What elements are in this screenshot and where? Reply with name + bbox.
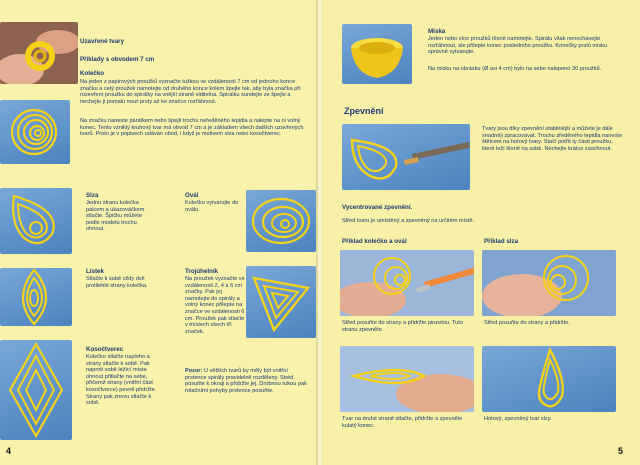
zpevneni-title: Zpevnění <box>344 106 384 116</box>
listek-title: Lístek <box>86 268 104 275</box>
trojuhelnik-title: Trojúhelník <box>185 268 219 275</box>
kolecko-title: Kolečko <box>80 70 105 77</box>
slza-title: Slza <box>86 192 99 199</box>
photo-priklad-slza <box>482 250 616 316</box>
caption-bottom-left: Tvar na druhé straně stlačte, přidržte a zpevněte kulatý konec. <box>342 416 463 429</box>
kolecko-text: Na jeden z papírových proužků vyznačte tužkou ve vzdálenosti 7 cm od jednoho konce značku a celý proužek namotejte od druhého konce kolem špejle tak, aby byla značka při rozevření proužku do spirálky na vnější straně viditelná. Spirálku sundejte ze špejle a nechejte ji pomalu mezi prsty až ke značce rozťáhnout. <box>80 79 301 105</box>
oval-title: Ovál <box>185 192 199 199</box>
subsection-heading: Příklady s obvodem 7 cm <box>80 56 155 63</box>
photo-zpevneni <box>342 124 470 190</box>
page-number-left: 4 <box>6 446 12 456</box>
section-heading: Uzavřené tvary <box>80 38 125 45</box>
photo-kosoctverec <box>0 340 72 440</box>
photo-priklad-kolecko <box>340 250 474 316</box>
priklad-slza-title: Příklad slza <box>484 238 519 245</box>
priklad-kolecko-title: Příklad kolečko a ovál <box>342 238 407 245</box>
left-page <box>0 0 318 465</box>
listek-text: Stlačte k sobě vždy dvě protilehlé strany kolečka. <box>86 276 148 289</box>
right-page <box>322 0 640 465</box>
vycentrovane-text: Střed tvaru je umístěný a zpevněný na určitém místě. <box>342 218 475 224</box>
pozor-text: U větších tvarů by měly být vnitřní prstence spirály pravidelně rozděleny. Stréd posuňte k okraji a přidržte jej. Drobnou rukou pak rotačními pohyby prstence posuňte. <box>185 368 307 394</box>
trojuhelnik-text: Na proužek vyznačte ve vzdálenosti 2, 4 a 6 cm značky. Pak jej namotejte do spirály a volný konec přilepte na značce ve vzdálenosti 6 cm. Proužek pak stlačte v místech všech tří značek. <box>185 276 245 335</box>
photo-coil-fingers <box>0 22 78 84</box>
priklad-slza-caption: Střed posuňte do strany a přidržte. <box>484 320 570 326</box>
caption-bottom-right: Hotový, zpevněný tvar slzy. <box>484 416 552 422</box>
photo-listek <box>0 268 72 326</box>
oval-text: Kolečko vytvarujte do oválu. <box>185 200 239 213</box>
photo-slza <box>0 188 72 254</box>
miska-title: Miska <box>428 28 446 35</box>
photo-tvar-druha-strana <box>340 346 474 412</box>
zpevneni-text: Tvary jsou díky zpevnění stabilnější a můžete je dále snadněji zpracovávat. Trochu zředěného lepidla naneste štětcem na hotový tvary. Stačí potřít ty části proužku, které leží těsně na sobě. Nechejte krátce zaschnout. <box>482 126 622 152</box>
photo-oval <box>246 190 316 252</box>
pozor-note <box>185 368 309 394</box>
photo-trojuhelnik <box>246 266 316 338</box>
page-number-right: 5 <box>618 446 624 456</box>
photo-miska <box>342 24 412 84</box>
priklad-kolecko-caption: Střed posuňte do strany a přidržte pinzetou. Tuto stranu zpevněte. <box>342 320 463 333</box>
slza-text: Jednu stranu kolečka palcem a ukazováčkem stlačte. Špičku můžete podle modelu trochu ohnout. <box>86 200 145 233</box>
kosoctverec-text: Kolečko stlačte naploho a strany stlačte k sobě. Pak naproti sobě ležící místa ohnout přitlačte na sebe, přičemž strany (vnitřní část kosočtverce) pevně přidržte. Strany pak znovu stlačte k sobě. <box>86 354 157 407</box>
photo-hotova-slza <box>482 346 616 412</box>
photo-kolecko <box>0 100 70 164</box>
kosoctverec-title: Kosočtverec <box>86 346 124 353</box>
pozor-label: Pozor: <box>185 368 203 374</box>
miska-text: Jeden nebo více proužků těsně namotejte. Spirálu však nenechávejte rozťáhnout, ale přilepte konec posledního proužku. Konečky prstů misku správně vytvarujte. <box>428 36 608 56</box>
vycentrovane-title: Vycentrované zpevnění. <box>342 204 413 211</box>
miska-text-2: Na misku na obrázku (Ø asi 4 cm) bylo na sebe nalepeno 30 proužků. <box>428 66 602 72</box>
kolecko-text-2: Na značku naneste párátkem nebo špejlí trochu neředěného lepidla a nalepte na ni volný konec. Tento vzniklý kruhový tvar má obvod 7 cm a je základem všech dalších uzavřených tvarů. Proto je v popisech udáván obod, i když je motivem slza nebo kosočtverec. <box>80 118 304 138</box>
